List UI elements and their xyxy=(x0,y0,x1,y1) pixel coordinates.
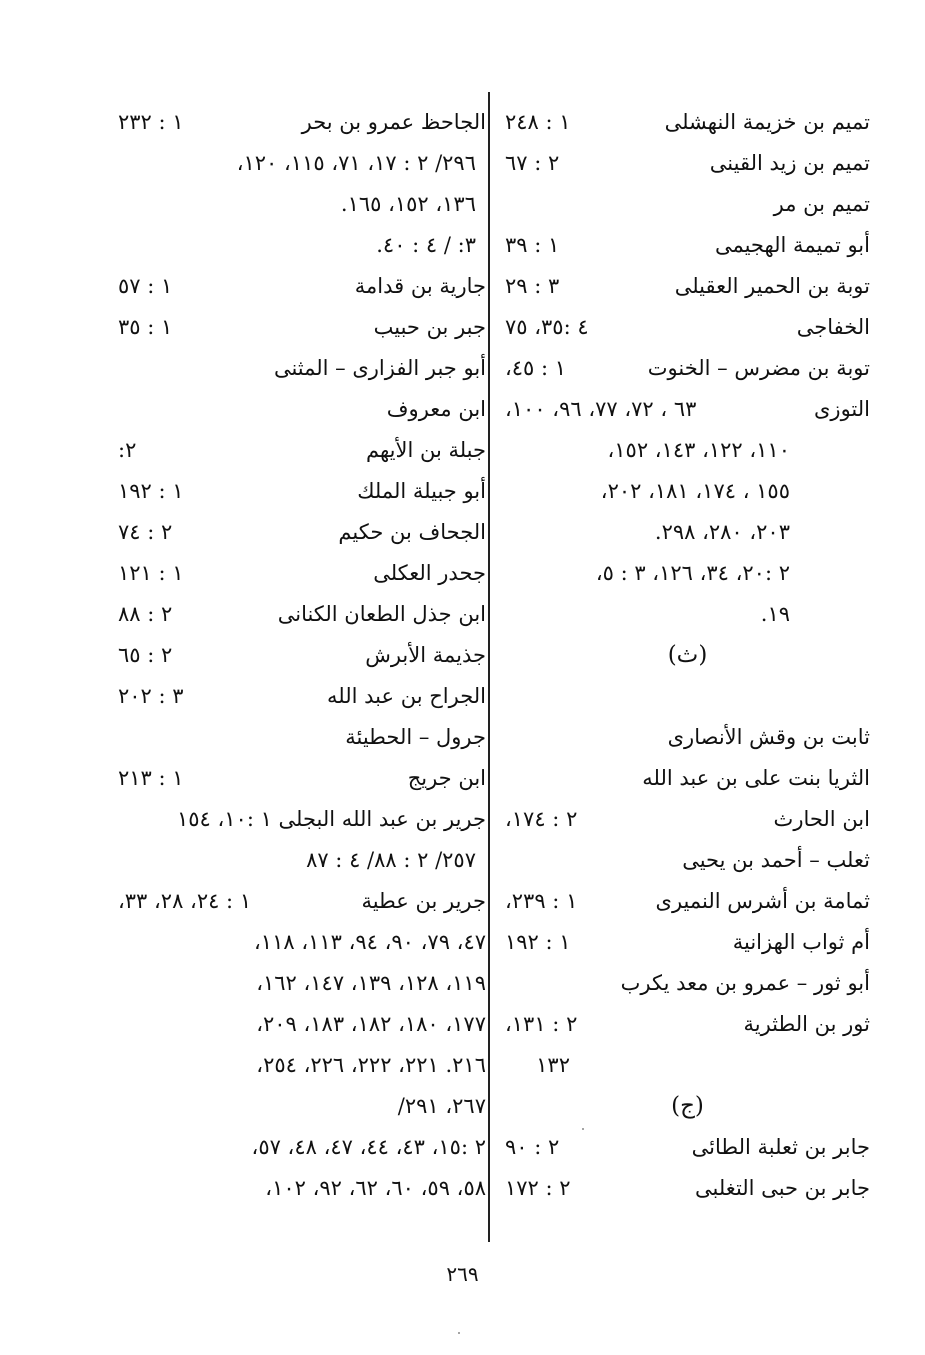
index-entry xyxy=(505,143,870,184)
index-entry xyxy=(118,717,486,758)
reference-continuation xyxy=(505,1045,870,1086)
index-entry xyxy=(505,840,870,881)
index-entry xyxy=(505,225,870,266)
entry-page-reference: ١ : ١٩٢ xyxy=(118,479,184,503)
reference-continuation xyxy=(118,184,486,225)
entry-page-reference: ١ : ٥٧ xyxy=(118,274,173,298)
reference-continuation xyxy=(118,1004,486,1045)
continuation-text: ٤٧، ٧٩، ٩٠، ٩٤، ١١٣، ١١٨، xyxy=(254,930,486,954)
reference-continuation xyxy=(118,963,486,1004)
reference-continuation xyxy=(118,225,486,266)
entry-name: تميم بن خزيمة النهشلى xyxy=(664,110,870,134)
continuation-text: ٥٨، ٥٩، ٦٠، ٦٢، ٩٢، ١٠٢، xyxy=(265,1176,486,1200)
entry-page-reference: ٦٣ ، ٧٢، ٧٧، ٩٦، ١٠٠، xyxy=(505,397,697,421)
reference-continuation xyxy=(118,143,486,184)
entry-page-reference: ٢ : ١٧٢ xyxy=(505,1176,571,1200)
continuation-text: ٢٦٧، ٢٩١/ xyxy=(397,1094,486,1118)
index-entry xyxy=(505,389,870,430)
index-entry xyxy=(505,963,870,1004)
index-entry xyxy=(118,102,486,143)
entry-page-reference: ٢: xyxy=(118,438,137,462)
index-entry xyxy=(118,348,486,389)
reference-continuation xyxy=(118,1086,486,1127)
index-entry xyxy=(118,266,486,307)
index-entry xyxy=(118,881,486,922)
entry-name: تميم بن زيد القينى xyxy=(709,151,870,175)
entry-name: ثمامة بن أشرس النميرى xyxy=(655,889,870,913)
right-index-column xyxy=(505,102,870,1209)
continuation-text: ١٣٦، ١٥٢، ١٦٥. xyxy=(340,192,476,216)
continuation-text: ٣: / ٤ : ٤٠. xyxy=(376,233,476,257)
reference-continuation xyxy=(118,1045,486,1086)
entry-name: جارية بن قدامة xyxy=(354,274,486,298)
continuation-text: ٢١٦. ٢٢١، ٢٢٢، ٢٢٦، ٢٥٤، xyxy=(256,1053,486,1077)
entry-name: ثابت بن وقش الأنصارى xyxy=(667,725,870,749)
index-entry xyxy=(505,307,870,348)
entry-name: الثريا بنت على بن عبد الله xyxy=(642,766,870,790)
entry-name: ابن جذل الطعان الكنانى xyxy=(277,602,486,626)
entry-name: الخفاجى xyxy=(796,315,870,339)
entry-name: ابن معروف xyxy=(386,397,486,421)
reference-continuation xyxy=(118,840,486,881)
index-entry xyxy=(505,348,870,389)
continuation-text: ٢٠٣، ٢٨٠، ٢٩٨. xyxy=(654,520,790,544)
index-entry xyxy=(118,512,486,553)
entry-name: جرير بن عبد الله البجلى ١ :١٠، ١٥٤ xyxy=(176,807,486,831)
index-entry xyxy=(118,594,486,635)
entry-name: التوزى xyxy=(814,397,870,421)
entry-name: أم ثواب الهزانية xyxy=(732,930,870,954)
entry-page-reference: ٢ : ٦٥ xyxy=(118,643,173,667)
section-letter: (ج) xyxy=(671,1093,704,1119)
entry-name: أبو جبيلة الملك xyxy=(357,479,486,503)
reference-continuation xyxy=(118,1127,486,1168)
continuation-text: ٢ :٢٠، ٣٤، ١٢٦، ٣ : ٥، xyxy=(595,561,790,585)
entry-page-reference: ٢ : ١٣١، xyxy=(505,1012,578,1036)
entry-name: أبو ثور – عمرو بن معد يكرب xyxy=(620,971,870,995)
entry-page-reference: ١ : ٢١٣ xyxy=(118,766,184,790)
index-entry xyxy=(505,1004,870,1045)
entry-page-reference: ٢ : ٩٠ xyxy=(505,1135,560,1159)
index-entry xyxy=(505,102,870,143)
reference-continuation xyxy=(505,553,870,594)
left-index-column xyxy=(118,102,486,1209)
continuation-text: ١٣٢ xyxy=(536,1053,570,1077)
entry-name: الجحاف بن حكيم xyxy=(338,520,486,544)
letter-section-heading xyxy=(505,1086,870,1127)
index-entry xyxy=(505,758,870,799)
section-letter: (ث) xyxy=(667,642,708,668)
index-entry xyxy=(505,922,870,963)
entry-page-reference: ١ : ٢٤، ٢٨، ٣٣، xyxy=(118,889,252,913)
entry-page-reference: ٣ : ٢٠٢ xyxy=(118,684,184,708)
reference-continuation xyxy=(505,594,870,635)
continuation-text: ١٧٧، ١٨٠، ١٨٢، ١٨٣، ٢٠٩، xyxy=(256,1012,486,1036)
entry-name: جبلة بن الأيهم xyxy=(365,438,486,462)
index-entry xyxy=(118,430,486,471)
entry-page-reference: ١ : ٤٥، xyxy=(505,356,567,380)
entry-name: الجاحظ عمرو بن بحر xyxy=(301,110,486,134)
entry-name: جبر بن حبيب xyxy=(373,315,486,339)
reference-continuation xyxy=(505,512,870,553)
entry-name: أبو تميمة الهجيمى xyxy=(714,233,870,257)
entry-name: ثور بن الطثرية xyxy=(743,1012,870,1036)
letter-section-heading xyxy=(505,635,870,676)
entry-page-reference: ١ : ١٢١ xyxy=(118,561,184,585)
page-number: ٢٦٩ xyxy=(446,1262,479,1286)
entry-name: الجراح بن عبد الله xyxy=(327,684,486,708)
entry-name: تميم بن مر xyxy=(773,192,870,216)
continuation-text: ١١٠، ١٢٢، ١٤٣، ١٥٢، xyxy=(607,438,790,462)
column-divider xyxy=(488,92,490,1242)
entry-name: جحدر العكلى xyxy=(373,561,486,585)
scan-speck xyxy=(582,1128,584,1130)
index-entry xyxy=(118,389,486,430)
entry-page-reference: ٢ : ١٧٤، xyxy=(505,807,578,831)
entry-name: جرير بن عطية xyxy=(361,889,486,913)
index-entry xyxy=(118,307,486,348)
continuation-text: ١٩. xyxy=(760,602,790,626)
entry-page-reference: ٢ : ٨٨ xyxy=(118,602,173,626)
entry-page-reference: ٢ : ٦٧ xyxy=(505,151,560,175)
entry-name: جابر بن ثعلبة الطائى xyxy=(691,1135,870,1159)
index-entry xyxy=(118,676,486,717)
entry-page-reference: ١ : ٢٤٨ xyxy=(505,110,571,134)
index-entry xyxy=(505,1168,870,1209)
reference-continuation xyxy=(505,430,870,471)
entry-page-reference: ٣ : ٢٩ xyxy=(505,274,560,298)
entry-name: جذيمة الأبرش xyxy=(365,643,486,667)
continuation-text: ١٥٥ ، ١٧٤، ١٨١، ٢٠٢، xyxy=(600,479,790,503)
index-entry xyxy=(118,553,486,594)
reference-continuation xyxy=(505,471,870,512)
entry-name: ابن جريج xyxy=(407,766,486,790)
entry-name: توبة بن الحمير العقيلى xyxy=(674,274,870,298)
index-entry xyxy=(118,471,486,512)
index-entry xyxy=(505,717,870,758)
entry-name: ابن الحارث xyxy=(773,807,870,831)
blank-line xyxy=(505,676,870,717)
index-entry xyxy=(505,266,870,307)
continuation-text: ٢٥٧/ ٢ : ٨٨/ ٤ : ٨٧ xyxy=(306,848,476,872)
reference-continuation xyxy=(118,1168,486,1209)
index-entry xyxy=(505,1127,870,1168)
entry-name: أبو جبر الفزارى – المثنى xyxy=(273,356,486,380)
index-entry xyxy=(118,758,486,799)
continuation-text: ٢ :١٥، ٤٣، ٤٤، ٤٧، ٤٨، ٥٧، xyxy=(251,1135,486,1159)
entry-page-reference: ١ : ٢٣٩، xyxy=(505,889,578,913)
entry-page-reference: ٤ :٣٥، ٧٥ xyxy=(505,315,589,339)
entry-name: جابر بن حبى التغلبى xyxy=(695,1176,870,1200)
entry-name: توبة بن مضرس – الخنوت xyxy=(647,356,870,380)
entry-page-reference: ١ : ٣٩ xyxy=(505,233,560,257)
entry-name: جرول – الحطيئة xyxy=(345,725,486,749)
index-entry xyxy=(505,881,870,922)
continuation-text: ٢٩٦/ ٢ : ١٧، ٧١، ١١٥، ١٢٠، xyxy=(236,151,476,175)
entry-page-reference: ١ : ٢٣٢ xyxy=(118,110,184,134)
entry-page-reference: ٢ : ٧٤ xyxy=(118,520,173,544)
reference-continuation xyxy=(118,922,486,963)
entry-page-reference: ١ : ١٩٢ xyxy=(505,930,571,954)
entry-name: ثعلب – أحمد بن يحيى xyxy=(682,848,870,872)
continuation-text: ١١٩، ١٢٨، ١٣٩، ١٤٧، ١٦٢، xyxy=(256,971,486,995)
index-entry xyxy=(505,184,870,225)
index-entry xyxy=(118,799,486,840)
entry-page-reference: ١ : ٣٥ xyxy=(118,315,173,339)
scan-speck xyxy=(458,1332,460,1334)
index-entry xyxy=(505,799,870,840)
index-entry xyxy=(118,635,486,676)
